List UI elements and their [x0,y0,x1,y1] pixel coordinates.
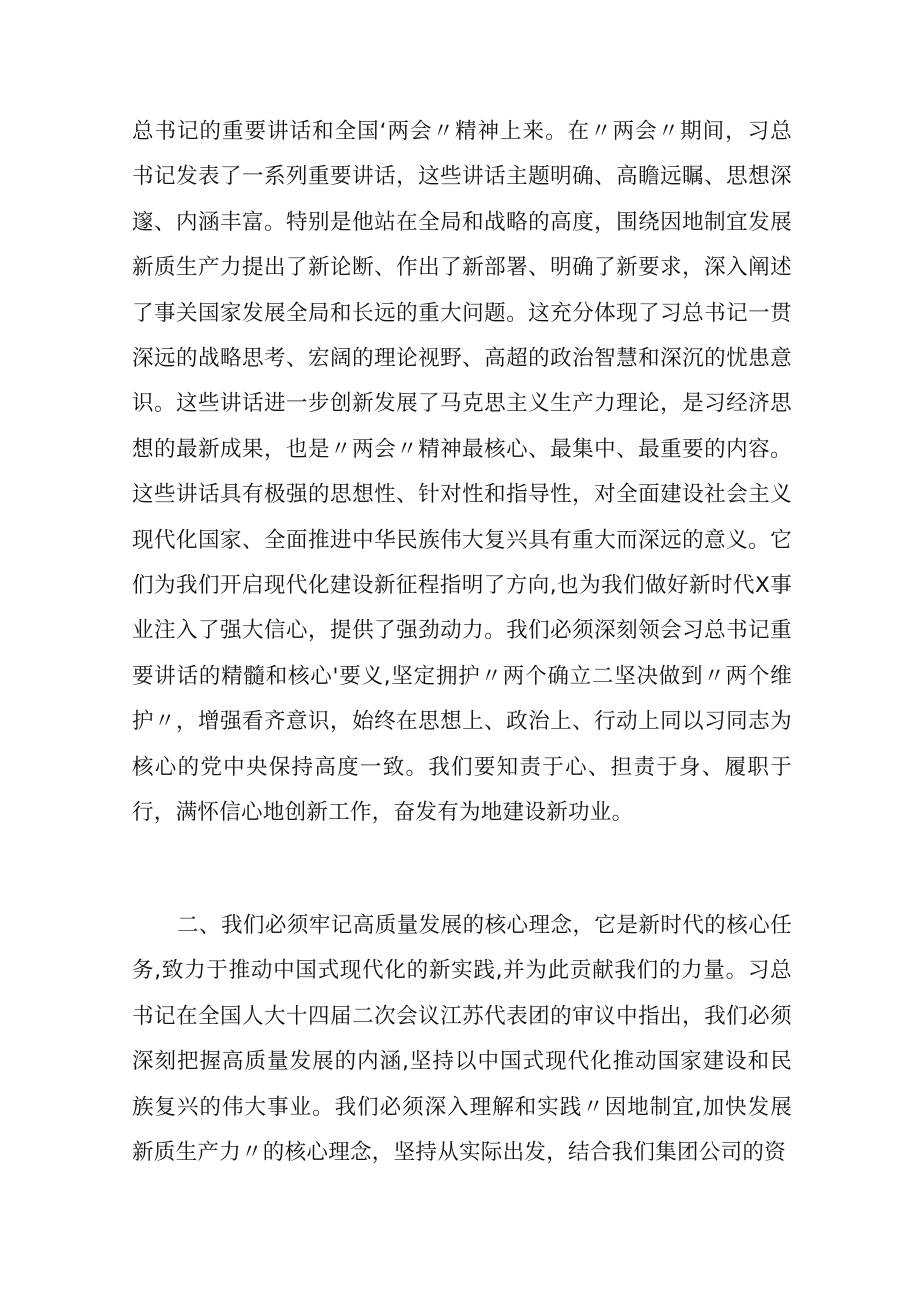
body-paragraph-1: 总书记的重要讲话和全国‘两会〃精神上来。在〃两会〃期间，习总书记发表了一系列重要讲话，这些讲话主题明确、高瞻远瞩、思想深邃、内涵丰富。特别是他站在全局和战略的高度，围绕因地制宜发展新质生产力提出了新论断、作出了新部署、明确了新要求，深入阐述了事关国家发展全局和长远的重大问题。这充分体现了习总书记一贯深远的战略思考、宏阔的理论视野、高超的政治智慧和深沉的忧患意识。这些讲话进一步创新发展了马克思主义生产力理论，是习经济思想的最新成果，也是〃两会〃精神最核心、最集中、最重要的内容。这些讲话具有极强的思想性、针对性和指导性，对全面建设社会主义现代化国家、全面推进中华民族伟大复兴具有重大而深远的意义。它们为我们开启现代化建设新征程指明了方向,也为我们做好新时代X事业注入了强大信心，提供了强劲动力。我们必须深刻领会习总书记重要讲话的精髓和核心'要义,坚定拥护〃两个确立二坚决做到〃两个维护〃，增强看齐意识，始终在思想上、政治上、行动上同以习同志为核心的党中央保持高度一致。我们要知责于心、担责于身、履职于行，满怀信心地创新工作，奋发有为地建设新功业。 [132,119,792,826]
body-paragraph-2: 二、我们必须牢记高质量发展的核心理念，它是新时代的核心任务,致力于推动中国式现代化的新实践,并为此贡献我们的力量。习总书记在全国人大十四届二次会议江苏代表团的审议中指出，我们必须深刻把握高质量发展的内涵,坚持以中国式现代化推动国家建设和民族复兴的伟大事业。我们必须深入理解和实践〃因地制宜,加快发展新质生产力〃的核心理念，坚持从实际出发，结合我们集团公司的资 [132,913,792,1166]
